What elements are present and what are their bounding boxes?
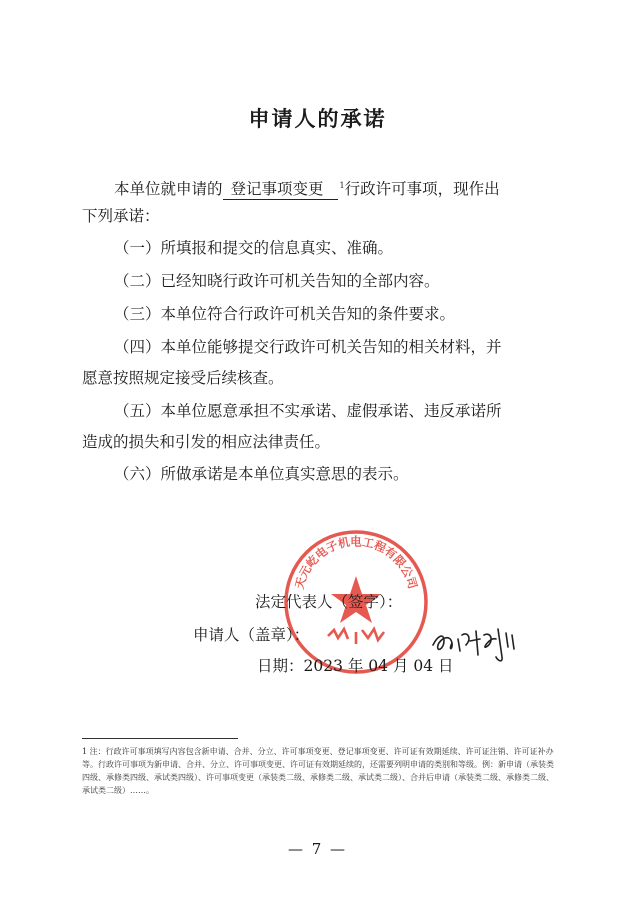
intro-text-before: 本单位就申请的 [114,180,223,199]
document-title: 申请人的承诺 [248,107,387,131]
sign-date: 日期：2023 年 04 月 04 日 [257,657,454,675]
footnote-mark: 1 [339,181,345,190]
legal-rep-label: 法定代表人（签字）： [255,593,403,611]
applicant-seal-label: 申请人（盖章）： [193,626,310,644]
footnote-text: 1 注：行政许可事项填写内容包含新申请、合并、分立、许可事项变更、登记事项变更、许可证有效期延续、许可证注销、许可证补办等。行政许可事项为新申请、合并、分立、许可事项变更、许可证有效期延续的，还需要列明申请的类别和等级。例：新申请（承装类四级、承修类四级、承试类四级）、许可事项变更（承装类二级、承修类二级、承试类二级）、合并后申请（承装类二级、承修类二级、承试类二级）……。 [82,747,554,795]
commitment-2: （二）已经知晓行政许可机关告知的全部内容。 [114,272,440,290]
filled-item-name: 登记事项变更 [223,179,338,200]
seal-script-mark [328,629,384,644]
page-number: — 7 — [287,840,348,858]
intro-text-after: 行政许可事项，现作出 [344,180,500,199]
commitment-4: （四）本单位能够提交行政许可机关告知的相关材料，并 [114,338,502,356]
commitment-3: （三）本单位符合行政许可机关告知的条件要求。 [114,305,456,323]
footnote-divider [82,738,238,739]
commitment-5-cont: 造成的损失和引发的相应法律责任。 [82,433,331,451]
seal-text: 天元屹电子机电工程有限公司 [292,534,420,591]
commitment-6: （六）所做承诺是本单位真实意思的表示。 [114,465,409,483]
intro-paragraph-line2: 下列承诺： [82,207,160,225]
intro-paragraph [82,176,594,200]
commitment-4-cont: 愿意按照规定接受后续核查。 [82,369,284,387]
handwritten-signature [430,617,530,667]
commitment-1: （一）所填报和提交的信息真实、准确。 [114,239,394,257]
commitment-5: （五）本单位愿意承担不实承诺、虚假承诺、违反承诺所 [114,402,502,420]
